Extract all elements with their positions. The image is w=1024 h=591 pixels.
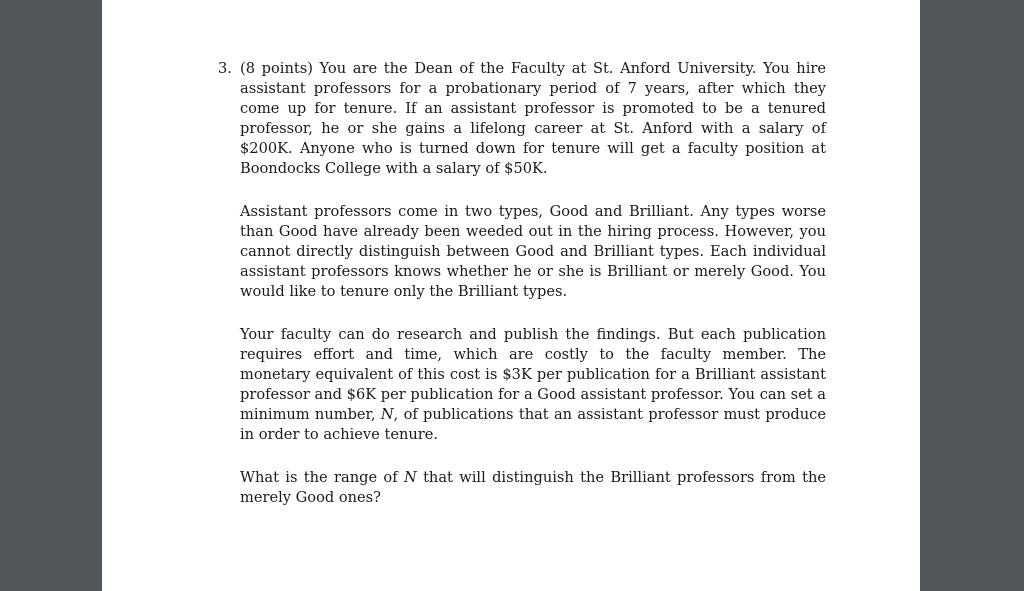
problem-number: 3. bbox=[218, 60, 232, 77]
paragraph-text: Your faculty can do research and publish the findings. But each publication requires effort and time, which are costly to the faculty member. The monetary equivalent of this cost is $3K per publication for a Brilliant assistant professor and $6K per publication for a Good assistant professor. You can set a minimum number, bbox=[240, 326, 826, 423]
paragraph-text: that will distinguish the Brilliant professors from the merely Good ones? bbox=[240, 469, 826, 506]
math-variable-n: N bbox=[403, 469, 417, 486]
paragraph-text: What is the range of bbox=[240, 469, 404, 486]
problem-paragraph bbox=[240, 59, 826, 179]
paragraph-text: Assistant professors come in two types, Good and Brilliant. Any types worse than Good have already been weeded out in the hiring process. However, you cannot directly distinguish between Good and Brilliant types. Each individual assistant professors knows whether he or she is Brilliant or merely Good. You would like to tenure only the Brilliant types. bbox=[240, 203, 826, 300]
document-page bbox=[102, 0, 920, 591]
problem-3 bbox=[218, 59, 826, 508]
paragraph-text: (8 points) You are the Dean of the Faculty at St. Anford University. You hire assistant professors for a probationary period of 7 years, after which they come up for tenure. If an assistant professor is promoted to be a tenured professor, he or she gains a lifelong career at St. Anford with a salary of $200K. Anyone who is turned down for tenure will get a faculty position at Boondocks College with a salary of $50K. bbox=[240, 60, 826, 177]
math-variable-n: N bbox=[380, 406, 394, 423]
problem-paragraph bbox=[240, 325, 826, 445]
problem-question bbox=[240, 468, 826, 508]
problem-paragraph bbox=[240, 202, 826, 302]
paragraph-text: , of publications that an assistant professor must produce in order to achieve tenure. bbox=[240, 406, 826, 443]
